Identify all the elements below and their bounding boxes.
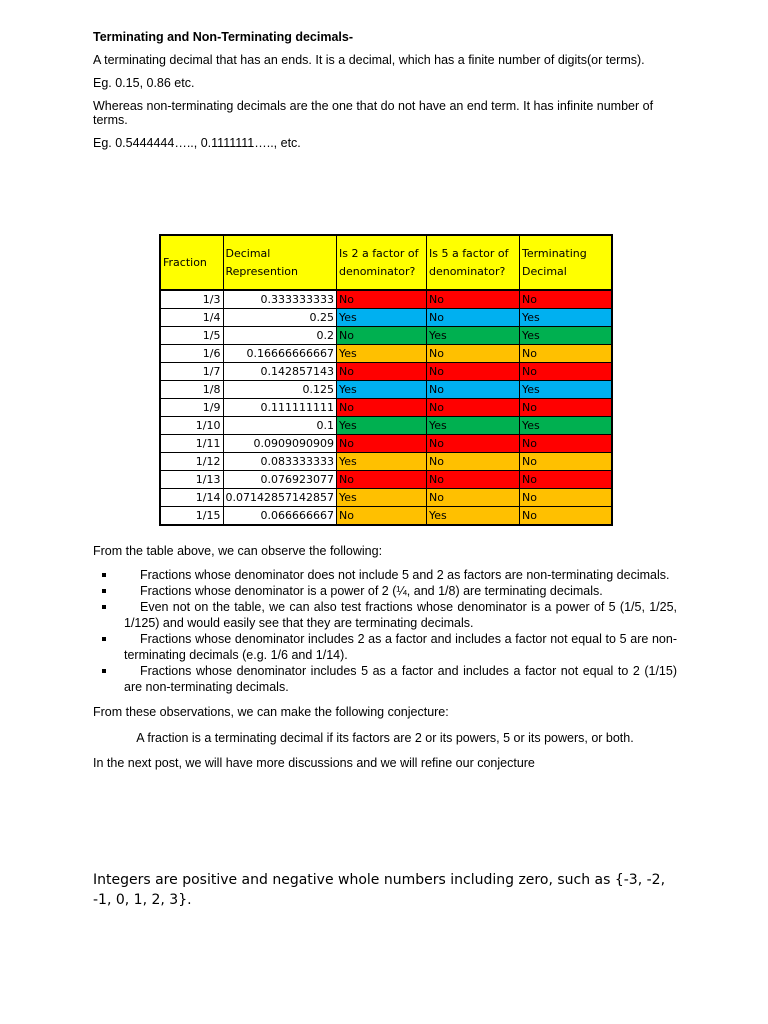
conjecture-statement: A fraction is a terminating decimal if its factors are 2 or its powers, 5 or its powers, or both. xyxy=(136,731,634,745)
conjecture-intro: From these observations, we can make the following conjecture: xyxy=(93,705,449,719)
header-decimal: Decimal Represention xyxy=(223,235,336,290)
non-terminating-example: Eg. 0.5444444….., 0.1111111….., etc. xyxy=(93,136,301,150)
decimal-cell: 0.142857143 xyxy=(223,363,336,381)
table-row xyxy=(160,507,612,526)
decimal-cell: 0.25 xyxy=(223,309,336,327)
fraction-cell: 1/12 xyxy=(160,453,223,471)
terminating-definition: A terminating decimal that has an ends. It is a decimal, which has a finite number of digits(or terms). xyxy=(93,53,645,67)
table-row xyxy=(160,489,612,507)
terminating-cell: Yes xyxy=(519,309,612,327)
next-post-note: In the next post, we will have more discussions and we will refine our conjecture xyxy=(93,756,535,770)
list-item xyxy=(93,599,677,631)
fraction-cell: 1/4 xyxy=(160,309,223,327)
terminating-cell: Yes xyxy=(519,327,612,345)
observations-intro: From the table above, we can observe the following: xyxy=(93,544,383,558)
five-factor-cell: No xyxy=(426,381,519,399)
page-title: Terminating and Non-Terminating decimals- xyxy=(93,30,353,44)
two-factor-cell: No xyxy=(336,327,426,345)
five-factor-cell: No xyxy=(426,471,519,489)
table-row xyxy=(160,453,612,471)
decimal-cell: 0.083333333 xyxy=(223,453,336,471)
table-row xyxy=(160,381,612,399)
table-row xyxy=(160,399,612,417)
bullet-text: Even not on the table, we can also test fractions whose denominator is a power of 5 (1/5, 1/25, 1/125) and would easily see that they are terminating decimals. xyxy=(124,600,677,630)
five-factor-cell: No xyxy=(426,309,519,327)
non-terminating-definition: Whereas non-terminating decimals are the one that do not have an end term. It has infinite number of terms. xyxy=(93,99,654,127)
fraction-cell: 1/8 xyxy=(160,381,223,399)
fraction-cell: 1/7 xyxy=(160,363,223,381)
fraction-table-wrapper xyxy=(159,234,613,526)
table-row xyxy=(160,471,612,489)
five-factor-cell: Yes xyxy=(426,507,519,526)
five-factor-cell: No xyxy=(426,363,519,381)
bullet-icon xyxy=(102,669,106,673)
two-factor-cell: No xyxy=(336,435,426,453)
five-factor-cell: Yes xyxy=(426,417,519,435)
observations-list xyxy=(93,567,677,695)
terminating-cell: No xyxy=(519,507,612,526)
bullet-text: Fractions whose denominator includes 5 as a factor and includes a factor not equal to 2 (1/15) are non-terminating decimals. xyxy=(124,664,677,694)
two-factor-cell: No xyxy=(336,399,426,417)
table-header-row xyxy=(160,235,612,290)
terminating-cell: No xyxy=(519,363,612,381)
list-item xyxy=(93,567,677,583)
fraction-cell: 1/5 xyxy=(160,327,223,345)
decimal-cell: 0.125 xyxy=(223,381,336,399)
list-item xyxy=(93,631,677,663)
decimal-cell: 0.1 xyxy=(223,417,336,435)
two-factor-cell: Yes xyxy=(336,381,426,399)
terminating-cell: No xyxy=(519,290,612,309)
terminating-cell: No xyxy=(519,489,612,507)
five-factor-cell: No xyxy=(426,435,519,453)
fraction-table xyxy=(159,234,613,526)
table-row xyxy=(160,345,612,363)
fraction-cell: 1/15 xyxy=(160,507,223,526)
two-factor-cell: No xyxy=(336,290,426,309)
fraction-cell: 1/6 xyxy=(160,345,223,363)
intro-section xyxy=(93,30,677,150)
bullet-icon xyxy=(102,605,106,609)
decimal-cell: 0.111111111 xyxy=(223,399,336,417)
table-row xyxy=(160,290,612,309)
five-factor-cell: No xyxy=(426,290,519,309)
five-factor-cell: No xyxy=(426,345,519,363)
fraction-cell: 1/13 xyxy=(160,471,223,489)
decimal-cell: 0.333333333 xyxy=(223,290,336,309)
list-item xyxy=(93,663,677,695)
two-factor-cell: Yes xyxy=(336,417,426,435)
terminating-cell: No xyxy=(519,399,612,417)
bullet-icon xyxy=(102,589,106,593)
header-terminating: Terminating Decimal xyxy=(519,235,612,290)
decimal-cell: 0.076923077 xyxy=(223,471,336,489)
terminating-cell: Yes xyxy=(519,417,612,435)
fraction-cell: 1/3 xyxy=(160,290,223,309)
bullet-text: Fractions whose denominator does not include 5 and 2 as factors are non-terminating decimals. xyxy=(140,568,670,582)
header-fraction: Fraction xyxy=(160,235,223,290)
two-factor-cell: No xyxy=(336,507,426,526)
five-factor-cell: Yes xyxy=(426,327,519,345)
terminating-cell: No xyxy=(519,435,612,453)
two-factor-cell: No xyxy=(336,363,426,381)
bullet-icon xyxy=(102,573,106,577)
decimal-cell: 0.07142857142857 xyxy=(223,489,336,507)
observations-section xyxy=(93,544,677,770)
five-factor-cell: No xyxy=(426,489,519,507)
table-row xyxy=(160,417,612,435)
bullet-icon xyxy=(102,637,106,641)
list-item xyxy=(93,583,677,599)
five-factor-cell: No xyxy=(426,399,519,417)
terminating-cell: No xyxy=(519,453,612,471)
five-factor-cell: No xyxy=(426,453,519,471)
bullet-text: Fractions whose denominator is a power of 2 (¼, and 1/8) are terminating decimals. xyxy=(140,584,603,598)
two-factor-cell: No xyxy=(336,471,426,489)
fraction-cell: 1/10 xyxy=(160,417,223,435)
decimal-cell: 0.066666667 xyxy=(223,507,336,526)
terminating-cell: No xyxy=(519,345,612,363)
two-factor-cell: Yes xyxy=(336,489,426,507)
table-row xyxy=(160,435,612,453)
two-factor-cell: Yes xyxy=(336,309,426,327)
table-row xyxy=(160,363,612,381)
bullet-text: Fractions whose denominator includes 2 as a factor and includes a factor not equal to 5 are non-terminating decimals (e.g. 1/6 and 1/14). xyxy=(124,632,677,662)
fraction-cell: 1/14 xyxy=(160,489,223,507)
terminating-example: Eg. 0.15, 0.86 etc. xyxy=(93,76,195,90)
decimal-cell: 0.16666666667 xyxy=(223,345,336,363)
two-factor-cell: Yes xyxy=(336,453,426,471)
header-two-factor: Is 2 a factor of denominator? xyxy=(336,235,426,290)
decimal-cell: 0.0909090909 xyxy=(223,435,336,453)
fraction-cell: 1/11 xyxy=(160,435,223,453)
fraction-cell: 1/9 xyxy=(160,399,223,417)
terminating-cell: Yes xyxy=(519,381,612,399)
table-row xyxy=(160,327,612,345)
decimal-cell: 0.2 xyxy=(223,327,336,345)
header-five-factor: Is 5 a factor of denominator? xyxy=(426,235,519,290)
two-factor-cell: Yes xyxy=(336,345,426,363)
terminating-cell: No xyxy=(519,471,612,489)
table-row xyxy=(160,309,612,327)
integers-definition: Integers are positive and negative whole numbers including zero, such as {-3, -2, -1, 0, 1, 2, 3}. xyxy=(93,872,666,908)
